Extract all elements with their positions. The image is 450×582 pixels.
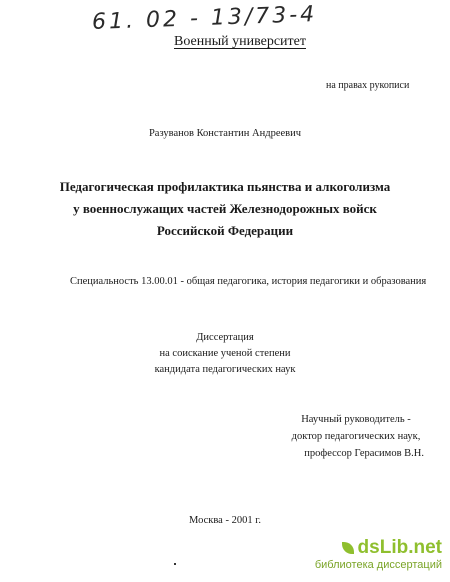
author-name: Разуванов Константин Андреевич: [148, 128, 302, 139]
supervisor-line: доктор педагогических наук,: [291, 431, 421, 442]
scan-speck: [174, 563, 176, 565]
dissertation-title: [0, 176, 450, 242]
university-name: Военный университет: [174, 34, 306, 49]
supervisor-line: Научный руководитель -: [301, 414, 411, 425]
degree-line: кандидата педагогических наук: [154, 364, 296, 375]
watermark-logo: [315, 538, 442, 558]
specialty-line: Специальность 13.00.01 - общая педагогика, история педагогики и образования: [70, 276, 427, 287]
handwritten-archive-code: 61. 02 - 13/73-4: [91, 2, 318, 35]
city-year: Москва - 2001 г.: [189, 515, 261, 526]
watermark-logo-text: dsLib.net: [357, 537, 442, 558]
degree-statement: [0, 330, 450, 378]
supervisor-line: профессор Герасимов В.Н.: [304, 448, 424, 459]
degree-line: Диссертация: [196, 332, 254, 343]
title-line: у военнослужащих частей Железнодорожных войск: [73, 201, 377, 216]
title-line: Российской Федерации: [156, 223, 294, 238]
watermark: [315, 538, 442, 572]
title-line: Педагогическая профилактика пьянства и алкоголизма: [59, 179, 391, 194]
supervisor-block: [266, 411, 446, 462]
degree-line: на соискание ученой степени: [159, 348, 291, 359]
watermark-caption: библиотека диссертаций: [314, 559, 442, 571]
rights-note: на правах рукописи: [326, 80, 410, 91]
leaf-icon: [342, 542, 354, 554]
